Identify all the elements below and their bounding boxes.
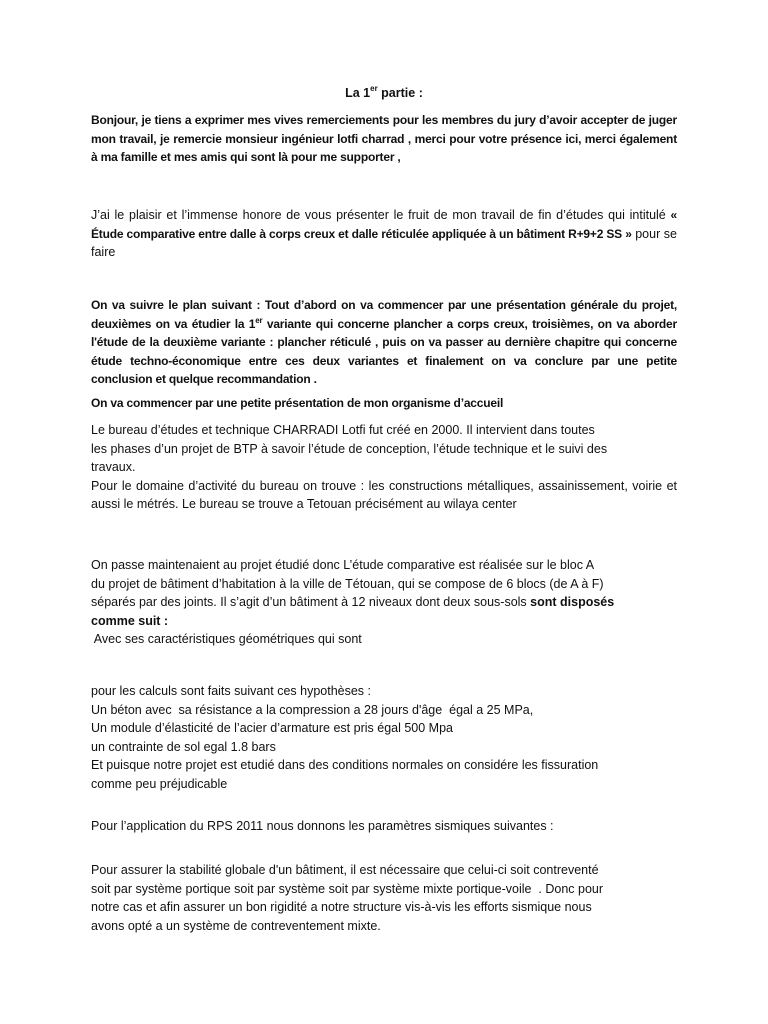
projet-line: [91, 593, 677, 612]
paragraph-introduction: [91, 206, 677, 262]
plan-part2: variante qui concerne plancher a corps creux, troisièmes, on va aborder l'étude de la deuxième variante : plancher réticulé , puis on va passer au dernière chapitre qui concerne étude techno-économique entre ces deux variantes et finalement on va conclure par une petite conclusion et quelque recommandation .: [91, 316, 678, 386]
bureau-domain: Pour le domaine d’activité du bureau on trouve : les constructions métalliques, assainissement, voirie et aussi le métrés. Le bureau se trouve a Tetouan précisément au wilaya center: [91, 478, 677, 511]
projet-line: On passe maintenaient au projet étudié donc L’étude comparative est réalisée sur le bloc A: [91, 558, 595, 572]
stabilite-line: avons opté a un système de contreventement mixte.: [91, 918, 381, 933]
bureau-line: Le bureau d’études et technique CHARRADI Lotfi fut créé en 2000. Il intervient dans toutes: [91, 423, 595, 437]
projet-line-bold: sont disposés: [530, 595, 615, 609]
hypothesis-line: Un module d’élasticité de l’acier d’armature est pris égal 500 Mpa: [91, 721, 453, 735]
title-suffix: partie :: [377, 86, 423, 100]
hypothesis-line: un contrainte de sol egal 1.8 bars: [91, 739, 276, 754]
hypothesis-line: Un béton avec sa résistance a la compression a 28 jours d'âge égal a 25 MPa,: [91, 702, 534, 717]
hypothesis-line: pour les calculs sont faits suivant ces hypothèses :: [91, 684, 372, 698]
paragraph-greeting: Bonjour, je tiens a exprimer mes vives remerciements pour les membres du jury d’avoir accepter de juger mon travail, je remercie monsieur ingénieur lotfi charrad , merci pour votre présence ici, merci également à ma famille et mes amis qui sont là pour me supporter ,: [91, 113, 677, 164]
paragraph-hypotheses: [91, 682, 677, 793]
paragraph-projet: [91, 556, 677, 649]
stabilite-line: notre cas et afin assurer un bon rigidité a notre structure vis-à-vis les efforts sismique nous: [91, 900, 592, 914]
stabilite-line: Pour assurer la stabilité globale d'un bâtiment, il est nécessaire que celui-ci soit contreventé: [91, 863, 599, 877]
paragraph-stabilite: [91, 861, 677, 935]
paragraph-plan: [91, 296, 677, 389]
projet-line: du projet de bâtiment d’habitation à la ville de Tétouan, qui se compose de 6 blocs (de A à F): [91, 576, 604, 591]
bureau-line: travaux.: [91, 460, 136, 474]
hypothesis-line: comme peu préjudicable: [91, 776, 228, 791]
projet-line: comme suit :: [91, 613, 169, 628]
projet-line: Avec ses caractéristiques géométriques qui sont: [91, 632, 362, 646]
hypothesis-line: Et puisque notre projet est etudié dans des conditions normales on considére les fissuration: [91, 758, 599, 772]
paragraph-bureau: [91, 421, 677, 514]
intro-lead: J’ai le plaisir et l’immense honore de vous présenter le fruit de mon travail de fin d’études qui intitulé: [91, 208, 671, 222]
projet-line-text: séparés par des joints. Il s’agit d’un bâtiment à 12 niveaux dont deux sous-sols: [91, 595, 531, 609]
section-title: [0, 86, 768, 100]
paragraph-rps: Pour l’application du RPS 2011 nous donnons les paramètres sismiques suivantes :: [91, 819, 554, 833]
plan-part1: On va suivre le plan suivant : Tout d’abord on va commencer par une présentation générale du projet, deuxièmes on va étudier la 1: [91, 298, 677, 331]
intro-tail: pour se faire: [91, 226, 677, 259]
paragraph-organisme: On va commencer par une petite présentation de mon organisme d’accueil: [91, 396, 504, 410]
thesis-title: « Étude comparative entre dalle à corps creux et dalle réticulée appliquée à un bâtiment R+9+2 SS »: [91, 208, 677, 241]
plan-superscript: er: [255, 315, 263, 325]
title-superscript: er: [370, 84, 378, 93]
bureau-line: les phases d’un projet de BTP à savoir l’étude de conception, l’étude technique et le suivi des: [91, 441, 608, 456]
stabilite-line: soit par système portique soit par système soit par système mixte portique-voile . Donc pour: [91, 881, 604, 896]
title-text: La 1: [345, 86, 371, 100]
